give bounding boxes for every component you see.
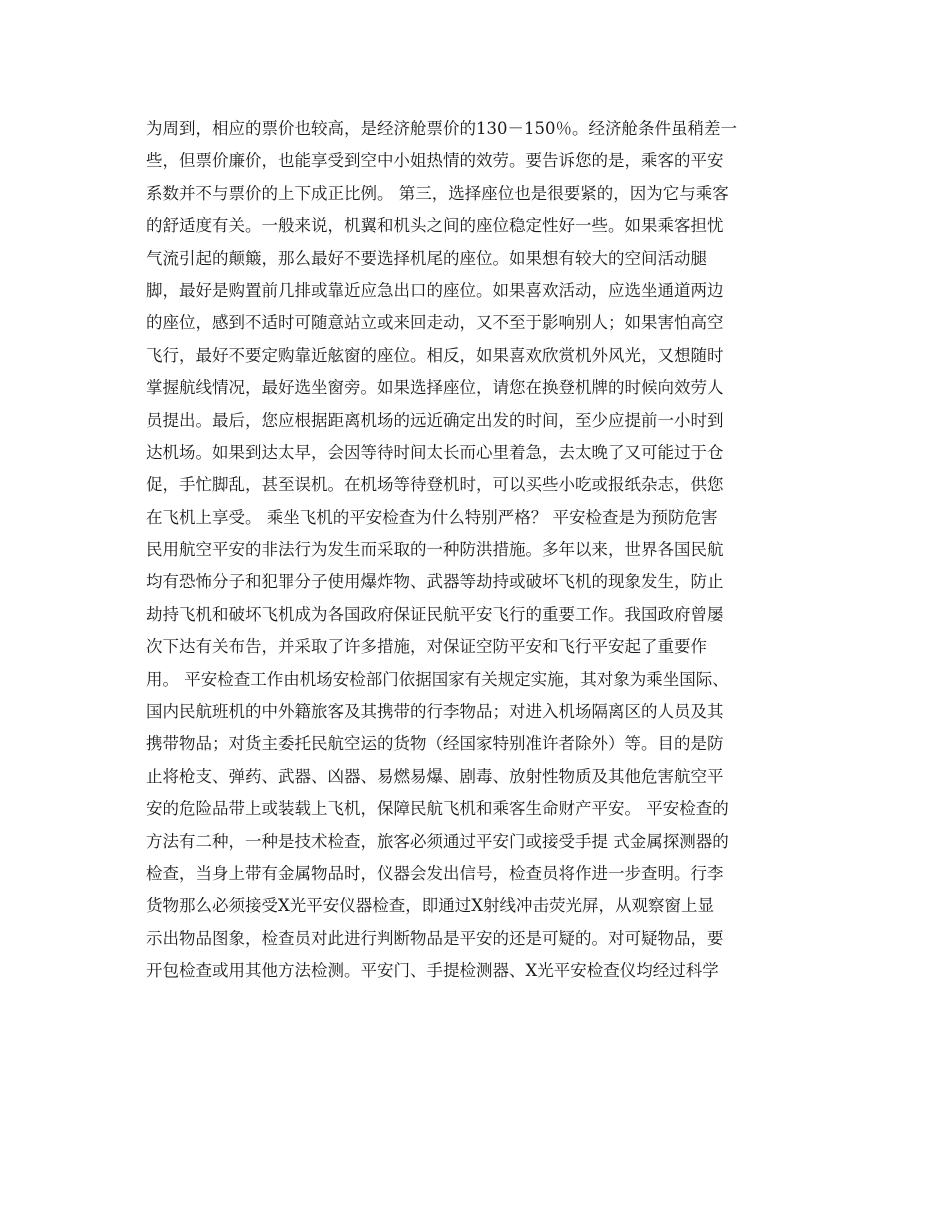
text-line: 国内民航班机的中外籍旅客及其携带的行李物品；对进入机场隔离区的人员及其: [146, 702, 724, 722]
text-line: 示出物品图象，检查员对此进行判断物品是平安的还是可疑的。对可疑物品，要: [146, 928, 724, 948]
text-line: 货物那么必须接受X光平安仪器检查，即通过X射线冲击荧光屏，从观察窗上显: [146, 896, 714, 916]
text-line: 止将枪支、弹药、武器、凶器、易燃易爆、剧毒、放射性物质及其他危害航空平: [146, 766, 724, 786]
text-line: 促，手忙脚乱，甚至误机。在机场等待登机时，可以买些小吃或报纸杂志，供您: [146, 475, 724, 495]
text-line: 劫持飞机和破坏飞机成为各国政府保证民航平安飞行的重要工作。我国政府曾屡: [146, 604, 724, 624]
text-line: 的舒适度有关。一般来说，机翼和机头之间的座位稳定性好一些。如果乘客担忧: [146, 216, 724, 236]
text-line: 用。 平安检查工作由机场安检部门依据国家有关规定实施，其对象为乘坐国际、: [146, 669, 729, 689]
text-line: 飞行，最好不要定购靠近舷窗的座位。相反，如果喜欢欣赏机外风光，又想随时: [146, 345, 724, 365]
text-line: 系数并不与票价的上下成正比例。 第三，选择座位也是很要紧的，因为它与乘客: [146, 183, 729, 203]
text-line: 为周到，相应的票价也较高，是经济舱票价的130－150％。经济舱条件虽稍差一: [146, 119, 737, 138]
text-line: 次下达有关布告，并采取了许多措施，对保证空防平安和飞行平安起了重要作: [146, 637, 707, 657]
text-line: 在飞机上享受。 乘坐飞机的平安检查为什么特别严格？ 平安检查是为预防危害: [146, 507, 718, 527]
text-line: 掌握航线情况，最好选坐窗旁。如果选择座位，请您在换登机牌的时候向效劳人: [146, 378, 724, 398]
text-line: 气流引起的颠簸，那么最好不要选择机尾的座位。如果想有较大的空间活动腿: [146, 248, 707, 268]
text-line: 方法有二种，一种是技术检查，旅客必须通过平安门或接受手提 式金属探测器的: [146, 831, 729, 851]
text-line: 检查，当身上带有金属物品时，仪器会发出信号，检查员将作进一步查明。行李: [146, 863, 724, 883]
text-line: 开包检查或用其他方法检测。平安门、手提检测器、X光平安检查仪均经过科学: [146, 961, 719, 981]
body-text: [146, 113, 816, 988]
text-line: 员提出。最后，您应根据距离机场的远近确定出发的时间，至少应提前一小时到: [146, 410, 724, 430]
text-line: 安的危险品带上或装载上飞机，保障民航飞机和乘客生命财产平安。 平安检查的: [146, 799, 729, 819]
text-line: 脚，最好是购置前几排或靠近应急出口的座位。如果喜欢活动，应选坐通道两边: [146, 280, 724, 300]
text-line: 些，但票价廉价，也能享受到空中小姐热情的效劳。要告诉您的是，乘客的平安: [146, 151, 724, 171]
text-line: 达机场。如果到达太早，会因等待时间太长而心里着急，去太晚了又可能过于仓: [146, 442, 724, 462]
text-line: 民用航空平安的非法行为发生而采取的一种防洪措施。多年以来，世界各国民航: [146, 540, 724, 560]
text-line: 携带物品；对货主委托民航空运的货物（经国家特别准许者除外）等。目的是防: [146, 734, 724, 754]
text-line: 均有恐怖分子和犯罪分子使用爆炸物、武器等劫持或破坏飞机的现象发生，防止: [146, 572, 724, 592]
text-line: 的座位，感到不适时可随意站立或来回走动，又不至于影响别人；如果害怕高空: [146, 313, 724, 333]
